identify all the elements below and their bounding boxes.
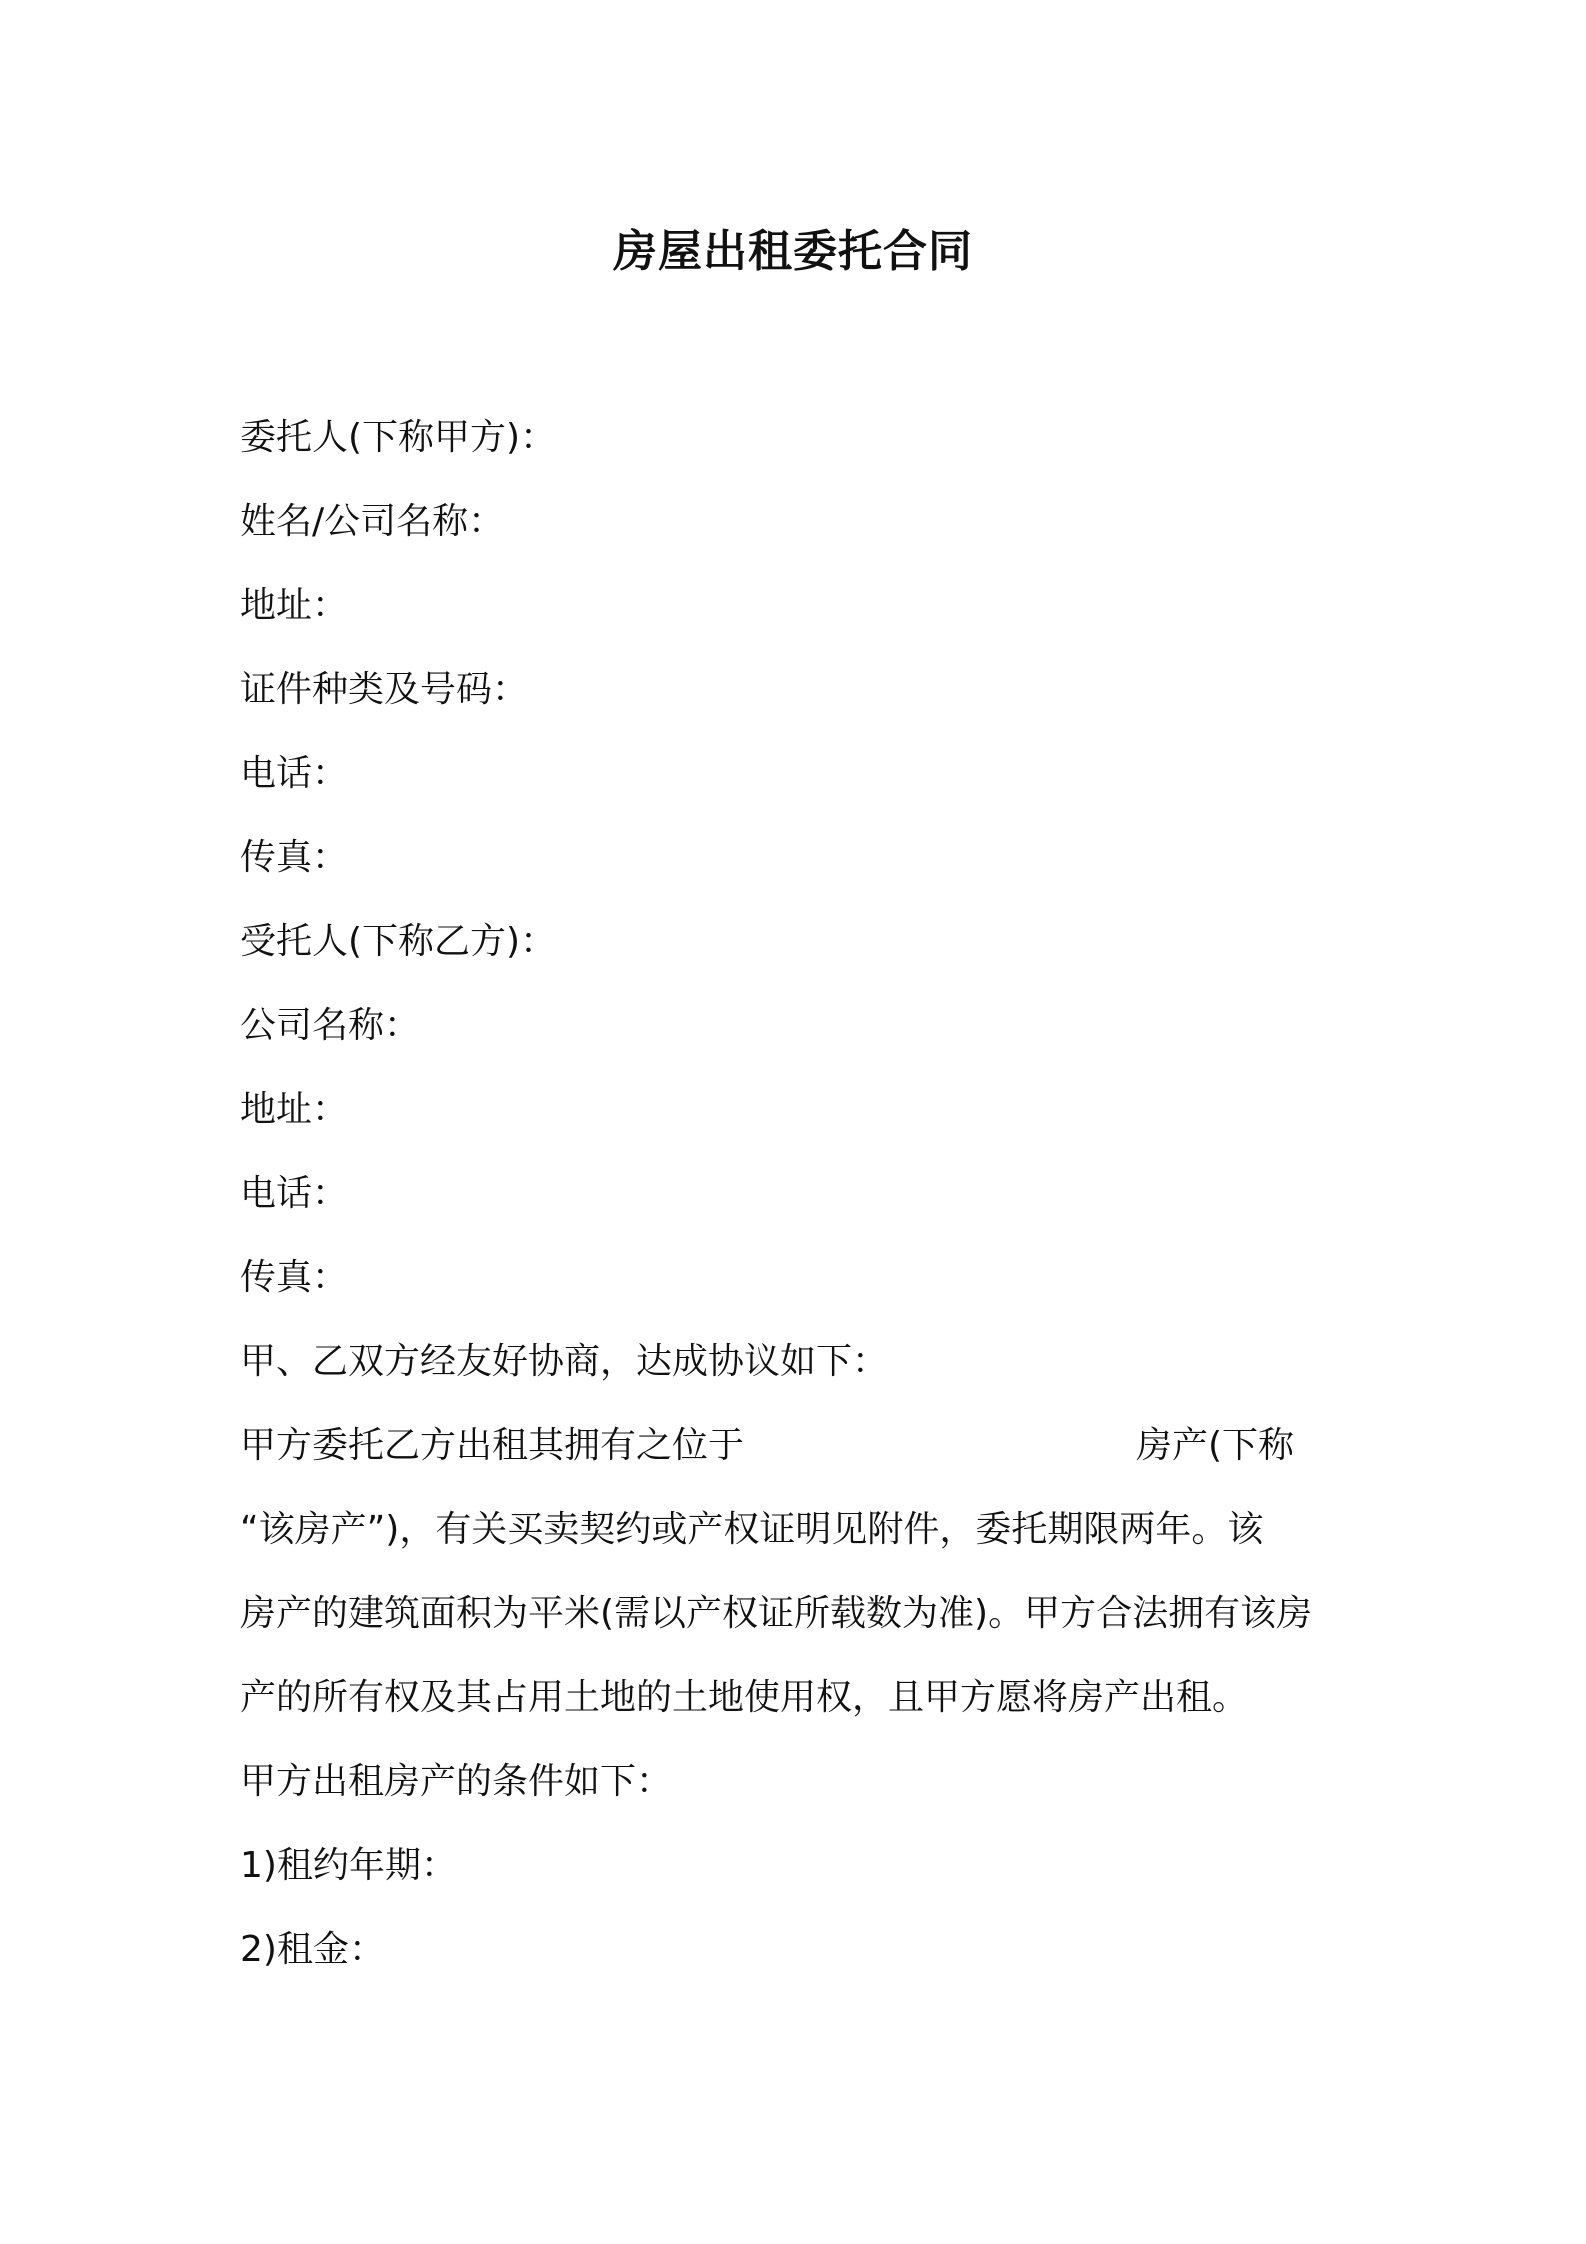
conditions-heading: 甲方出租房产的条件如下： [240, 1761, 673, 1802]
party-b-address-field: 地址： [240, 1089, 349, 1130]
party-a-phone-field: 电话： [240, 753, 349, 794]
party-b-company-field: 公司名称： [240, 1005, 421, 1046]
party-b-phone-field: 电话： [240, 1173, 349, 1214]
party-a-name-field: 姓名/公司名称： [240, 501, 505, 542]
agreement-intro: 甲、乙双方经友好协商，达成协议如下： [240, 1341, 889, 1382]
clause1-line3: 房产的建筑面积为平米(需以产权证所载数为准)。甲方合法拥有该房 [240, 1593, 1313, 1634]
party-b-heading: 受托人(下称乙方)： [240, 921, 557, 962]
party-a-fax-field: 传真： [240, 837, 349, 878]
party-b-fax-field: 传真： [240, 1257, 349, 1298]
clause1-line1-end: 房产(下称 [1136, 1425, 1295, 1466]
clause1-line2: “该房产”)，有关买卖契约或产权证明见附件，委托期限两年。该 [240, 1509, 1264, 1550]
party-a-address-field: 地址： [240, 585, 349, 626]
condition-item-lease-term: 1)租约年期： [240, 1845, 457, 1886]
party-a-heading: 委托人(下称甲方)： [240, 417, 557, 458]
document-title: 房屋出租委托合同 [613, 226, 973, 277]
clause1-line1-start: 甲方委托乙方出租其拥有之位于 [240, 1425, 745, 1466]
condition-item-rent: 2)租金： [240, 1929, 385, 1970]
party-a-id-field: 证件种类及号码： [240, 669, 529, 710]
clause1-line4: 产的所有权及其占用土地的土地使用权，且甲方愿将房产出租。 [240, 1677, 1249, 1718]
